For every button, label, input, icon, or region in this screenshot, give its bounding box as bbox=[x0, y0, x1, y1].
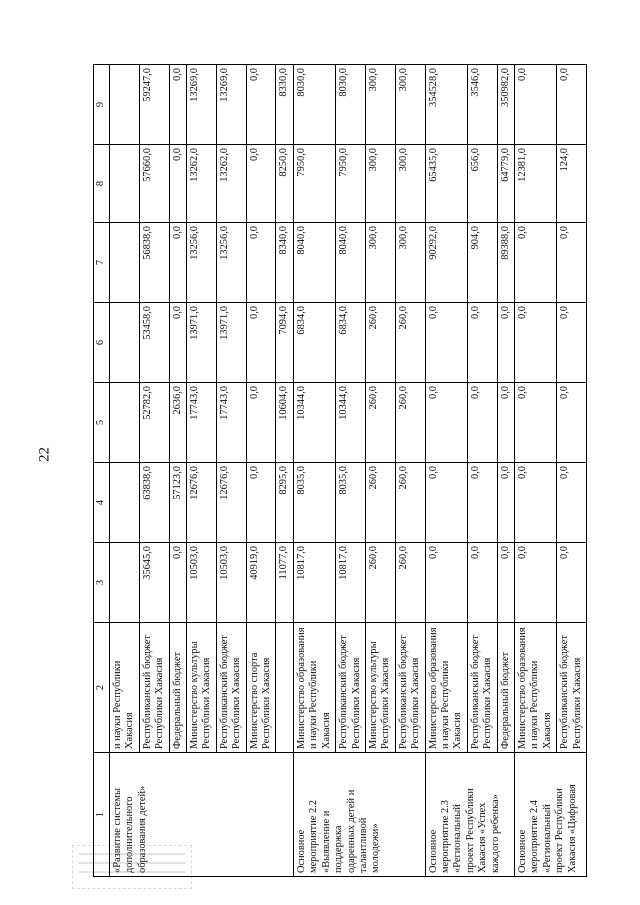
value-cell: 63838,0 bbox=[139, 463, 169, 543]
value-cell: 59247,0 bbox=[139, 65, 169, 145]
value-cell: 0,0 bbox=[425, 303, 467, 383]
header-cell: 6 bbox=[94, 303, 110, 383]
value-cell: 8035,0 bbox=[293, 463, 335, 543]
value-cell: 13269,0 bbox=[216, 65, 246, 145]
cell-text-line: Хакасия «Успех bbox=[477, 802, 489, 873]
header-cell: 7 bbox=[94, 223, 110, 303]
value-cell: 0,0 bbox=[557, 383, 587, 463]
value-cell bbox=[110, 65, 140, 145]
cell-text-line: Министерство образования bbox=[516, 627, 528, 749]
value-cell: 260,0 bbox=[365, 463, 395, 543]
value-cell: 8030,0 bbox=[336, 65, 366, 145]
cell-text-line: Министерство образования bbox=[427, 627, 439, 749]
table-row bbox=[514, 65, 556, 877]
cell-text-line: Республиканский бюджет bbox=[469, 635, 481, 749]
funding-source-cell bbox=[395, 623, 425, 753]
cell-text-line: Федеральный бюджет bbox=[171, 651, 183, 749]
funding-source-cell bbox=[497, 623, 514, 753]
value-cell: 0,0 bbox=[246, 223, 276, 303]
cell-text-line: Республиканский бюджет bbox=[397, 635, 409, 749]
value-cell: 0,0 bbox=[169, 303, 186, 383]
value-cell: 260,0 bbox=[395, 463, 425, 543]
value-cell: 300,0 bbox=[395, 65, 425, 145]
value-cell: 0,0 bbox=[246, 145, 276, 223]
cell-text-line: талантливой bbox=[357, 817, 369, 873]
cell-text-line: молодежи» bbox=[370, 823, 382, 873]
value-cell: 13256,0 bbox=[216, 223, 246, 303]
cell-text-line: Республиканский бюджет bbox=[559, 635, 571, 749]
value-cell: 0,0 bbox=[246, 303, 276, 383]
cell-text-line: Республики Хакасия bbox=[231, 657, 243, 749]
cell-text-line: Хакасия «Цифровая bbox=[566, 784, 578, 873]
value-cell: 12676,0 bbox=[216, 463, 246, 543]
value-cell: 0,0 bbox=[557, 463, 587, 543]
cell-text-line: Республики Хакасия bbox=[410, 657, 422, 749]
cell-text-line: и науки Республики bbox=[308, 660, 320, 749]
cell-text-line: образования детей» bbox=[136, 785, 148, 873]
value-cell: 7950,0 bbox=[293, 145, 335, 223]
value-cell: 0,0 bbox=[467, 543, 497, 623]
value-cell: 10604,0 bbox=[276, 383, 293, 463]
value-cell: 124,0 bbox=[557, 145, 587, 223]
cell-text-line: Республики Хакасия bbox=[201, 657, 213, 749]
header-cell: 5 bbox=[94, 383, 110, 463]
cell-text-line: Основное bbox=[295, 829, 307, 873]
cell-text-line: проект Республики bbox=[554, 788, 566, 873]
table-row bbox=[293, 65, 335, 877]
value-cell: 90292,0 bbox=[425, 223, 467, 303]
funding-source-cell bbox=[557, 623, 587, 753]
value-cell: 7094,0 bbox=[276, 303, 293, 383]
value-cell: 354528,0 bbox=[425, 65, 467, 145]
value-cell: 0,0 bbox=[425, 463, 467, 543]
value-cell: 10817,0 bbox=[293, 543, 335, 623]
cell-text-line: Республики Хакасия bbox=[380, 657, 392, 749]
value-cell: 0,0 bbox=[514, 383, 556, 463]
cell-text-line: одаренных детей и bbox=[345, 789, 357, 873]
value-cell: 10817,0 bbox=[336, 543, 366, 623]
funding-source-cell bbox=[293, 623, 335, 753]
cell-text-line: дополнительного bbox=[124, 796, 136, 873]
value-cell: 8330,0 bbox=[276, 65, 293, 145]
value-cell: 0,0 bbox=[514, 65, 556, 145]
table-row bbox=[425, 65, 467, 877]
cell-text-line: и науки Республики bbox=[439, 660, 451, 749]
value-cell: 0,0 bbox=[246, 463, 276, 543]
cell-text-line: Федеральный бюджет bbox=[499, 651, 511, 749]
cell-text-line: Республиканский бюджет bbox=[338, 635, 350, 749]
value-cell: 52782,0 bbox=[139, 383, 169, 463]
header-cell: 4 bbox=[94, 463, 110, 543]
value-cell: 8040,0 bbox=[293, 223, 335, 303]
value-cell: 0,0 bbox=[497, 543, 514, 623]
cell-text-line: «Региональный bbox=[452, 804, 464, 873]
cell-text-line: Республиканский бюджет bbox=[218, 635, 230, 749]
value-cell: 17743,0 bbox=[187, 383, 217, 463]
value-cell: 10344,0 bbox=[293, 383, 335, 463]
value-cell: 13262,0 bbox=[187, 145, 217, 223]
funding-source-cell bbox=[187, 623, 217, 753]
funding-source-cell bbox=[365, 623, 395, 753]
value-cell: 53458,0 bbox=[139, 303, 169, 383]
value-cell: 904,0 bbox=[467, 223, 497, 303]
cell-text-line: Республики Хакасия bbox=[350, 657, 362, 749]
value-cell: 13269,0 bbox=[187, 65, 217, 145]
rotated-table-container bbox=[93, 65, 583, 877]
cell-text-line: Министерство спорта bbox=[248, 652, 260, 749]
value-cell: 8340,0 bbox=[276, 223, 293, 303]
value-cell: 0,0 bbox=[497, 303, 514, 383]
value-cell bbox=[110, 303, 140, 383]
cell-text-line: и науки Республики bbox=[112, 660, 123, 749]
cell-text-line: Основное bbox=[427, 829, 439, 873]
value-cell: 0,0 bbox=[497, 383, 514, 463]
table-row bbox=[110, 65, 140, 877]
value-cell: 350982,0 bbox=[497, 65, 514, 145]
financing-table bbox=[93, 64, 587, 877]
header-cell: 3 bbox=[94, 543, 110, 623]
value-cell: 0,0 bbox=[497, 463, 514, 543]
value-cell: 300,0 bbox=[395, 223, 425, 303]
cell-text-line: Республики Хакасия bbox=[482, 657, 494, 749]
cell-text-line: Республики Хакасия bbox=[571, 657, 583, 749]
value-cell: 0,0 bbox=[246, 383, 276, 463]
value-cell: 2636,0 bbox=[169, 383, 186, 463]
value-cell: 260,0 bbox=[365, 303, 395, 383]
value-cell: 0,0 bbox=[557, 303, 587, 383]
value-cell: 65435,0 bbox=[425, 145, 467, 223]
value-cell: 260,0 bbox=[365, 543, 395, 623]
page-number: 22 bbox=[36, 447, 53, 462]
value-cell: 8040,0 bbox=[336, 223, 366, 303]
value-cell: 0,0 bbox=[514, 463, 556, 543]
cell-text-line: Хакасия bbox=[320, 712, 332, 749]
value-cell: 0,0 bbox=[467, 383, 497, 463]
cell-text-line: «Выявление и bbox=[320, 810, 332, 873]
value-cell: 0,0 bbox=[169, 145, 186, 223]
funding-source-cell bbox=[514, 623, 556, 753]
value-cell: 0,0 bbox=[514, 543, 556, 623]
event-name-cell bbox=[110, 753, 294, 877]
value-cell: 0,0 bbox=[557, 65, 587, 145]
value-cell: 8295,0 bbox=[276, 463, 293, 543]
funding-source-cell bbox=[110, 623, 140, 753]
value-cell: 10503,0 bbox=[187, 543, 217, 623]
value-cell: 300,0 bbox=[395, 145, 425, 223]
cell-text-line: мероприятие 2.2 bbox=[308, 800, 320, 873]
value-cell bbox=[110, 383, 140, 463]
value-cell: 0,0 bbox=[467, 463, 497, 543]
cell-text-line: Хакасия bbox=[541, 712, 553, 749]
value-cell: 12381,0 bbox=[514, 145, 556, 223]
cell-text-line: Министерство культуры bbox=[367, 641, 379, 749]
value-cell: 89388,0 bbox=[497, 223, 514, 303]
value-cell: 40919,0 bbox=[246, 543, 276, 623]
cell-text-line: Основное bbox=[516, 829, 528, 873]
event-name-cell bbox=[514, 753, 586, 877]
value-cell: 0,0 bbox=[467, 303, 497, 383]
value-cell: 0,0 bbox=[425, 543, 467, 623]
funding-source-cell bbox=[139, 623, 169, 753]
funding-source-cell bbox=[246, 623, 276, 753]
funding-source-cell bbox=[425, 623, 467, 753]
cell-text-line: Хакасия bbox=[452, 712, 464, 749]
value-cell: 300,0 bbox=[365, 65, 395, 145]
value-cell: 8030,0 bbox=[293, 65, 335, 145]
value-cell: 0,0 bbox=[557, 543, 587, 623]
header-row bbox=[94, 65, 110, 877]
value-cell bbox=[110, 463, 140, 543]
event-name-cell bbox=[425, 753, 514, 877]
funding-source-cell bbox=[467, 623, 497, 753]
cell-text-line: проект Республики bbox=[464, 788, 476, 873]
value-cell: 0,0 bbox=[169, 65, 186, 145]
cell-text-line: Республики Хакасия bbox=[154, 657, 166, 749]
cell-text-line: Министерство образования bbox=[295, 627, 307, 749]
value-cell bbox=[110, 543, 140, 623]
value-cell: 57123,0 bbox=[169, 463, 186, 543]
funding-source-cell bbox=[169, 623, 186, 753]
value-cell: 8250,0 bbox=[276, 145, 293, 223]
value-cell: 260,0 bbox=[395, 303, 425, 383]
header-cell: 8 bbox=[94, 145, 110, 223]
cell-text-line: поддержка bbox=[333, 825, 345, 873]
value-cell: 10344,0 bbox=[336, 383, 366, 463]
value-cell: 260,0 bbox=[365, 383, 395, 463]
value-cell bbox=[110, 145, 140, 223]
value-cell: 13256,0 bbox=[187, 223, 217, 303]
value-cell: 7950,0 bbox=[336, 145, 366, 223]
value-cell: 300,0 bbox=[365, 145, 395, 223]
cell-text-line: «Развитие системы bbox=[112, 788, 123, 873]
value-cell: 0,0 bbox=[246, 65, 276, 145]
value-cell: 64779,0 bbox=[497, 145, 514, 223]
event-name-cell bbox=[293, 753, 425, 877]
value-cell: 0,0 bbox=[425, 383, 467, 463]
value-cell: 0,0 bbox=[169, 543, 186, 623]
value-cell: 11077,0 bbox=[276, 543, 293, 623]
cell-text-line: Республики Хакасия bbox=[261, 657, 273, 749]
value-cell: 56838,0 bbox=[139, 223, 169, 303]
funding-source-cell bbox=[216, 623, 246, 753]
value-cell: 260,0 bbox=[395, 543, 425, 623]
cell-text-line: «Региональный bbox=[541, 804, 553, 873]
value-cell: 0,0 bbox=[514, 223, 556, 303]
value-cell: 13971,0 bbox=[216, 303, 246, 383]
value-cell: 0,0 bbox=[514, 303, 556, 383]
cell-text-line: Министерство культуры bbox=[189, 641, 201, 749]
value-cell: 13971,0 bbox=[187, 303, 217, 383]
value-cell: 57660,0 bbox=[139, 145, 169, 223]
header-cell: 1 bbox=[94, 753, 110, 877]
value-cell: 35645,0 bbox=[139, 543, 169, 623]
value-cell: 13262,0 bbox=[216, 145, 246, 223]
cell-text-line: и науки Республики bbox=[529, 660, 541, 749]
cell-text-line: Республиканский бюджет bbox=[141, 635, 153, 749]
value-cell bbox=[110, 223, 140, 303]
header-cell: 9 bbox=[94, 65, 110, 145]
value-cell: 10503,0 bbox=[216, 543, 246, 623]
cell-text-line: мероприятие 2.4 bbox=[529, 800, 541, 873]
value-cell: 0,0 bbox=[557, 223, 587, 303]
cell-text-line: мероприятие 2.3 bbox=[439, 800, 451, 873]
cell-text-line: каждого ребенка» bbox=[489, 794, 501, 873]
value-cell: 300,0 bbox=[365, 223, 395, 303]
value-cell: 17743,0 bbox=[216, 383, 246, 463]
cell-text-line: Хакасия bbox=[124, 712, 136, 749]
value-cell: 12676,0 bbox=[187, 463, 217, 543]
value-cell: 6834,0 bbox=[336, 303, 366, 383]
header-cell: 2 bbox=[94, 623, 110, 753]
value-cell: 3546,0 bbox=[467, 65, 497, 145]
funding-source-cell bbox=[276, 623, 293, 753]
value-cell: 0,0 bbox=[169, 223, 186, 303]
funding-source-cell bbox=[336, 623, 366, 753]
value-cell: 6834,0 bbox=[293, 303, 335, 383]
value-cell: 260,0 bbox=[395, 383, 425, 463]
value-cell: 656,0 bbox=[467, 145, 497, 223]
value-cell: 8035,0 bbox=[336, 463, 366, 543]
